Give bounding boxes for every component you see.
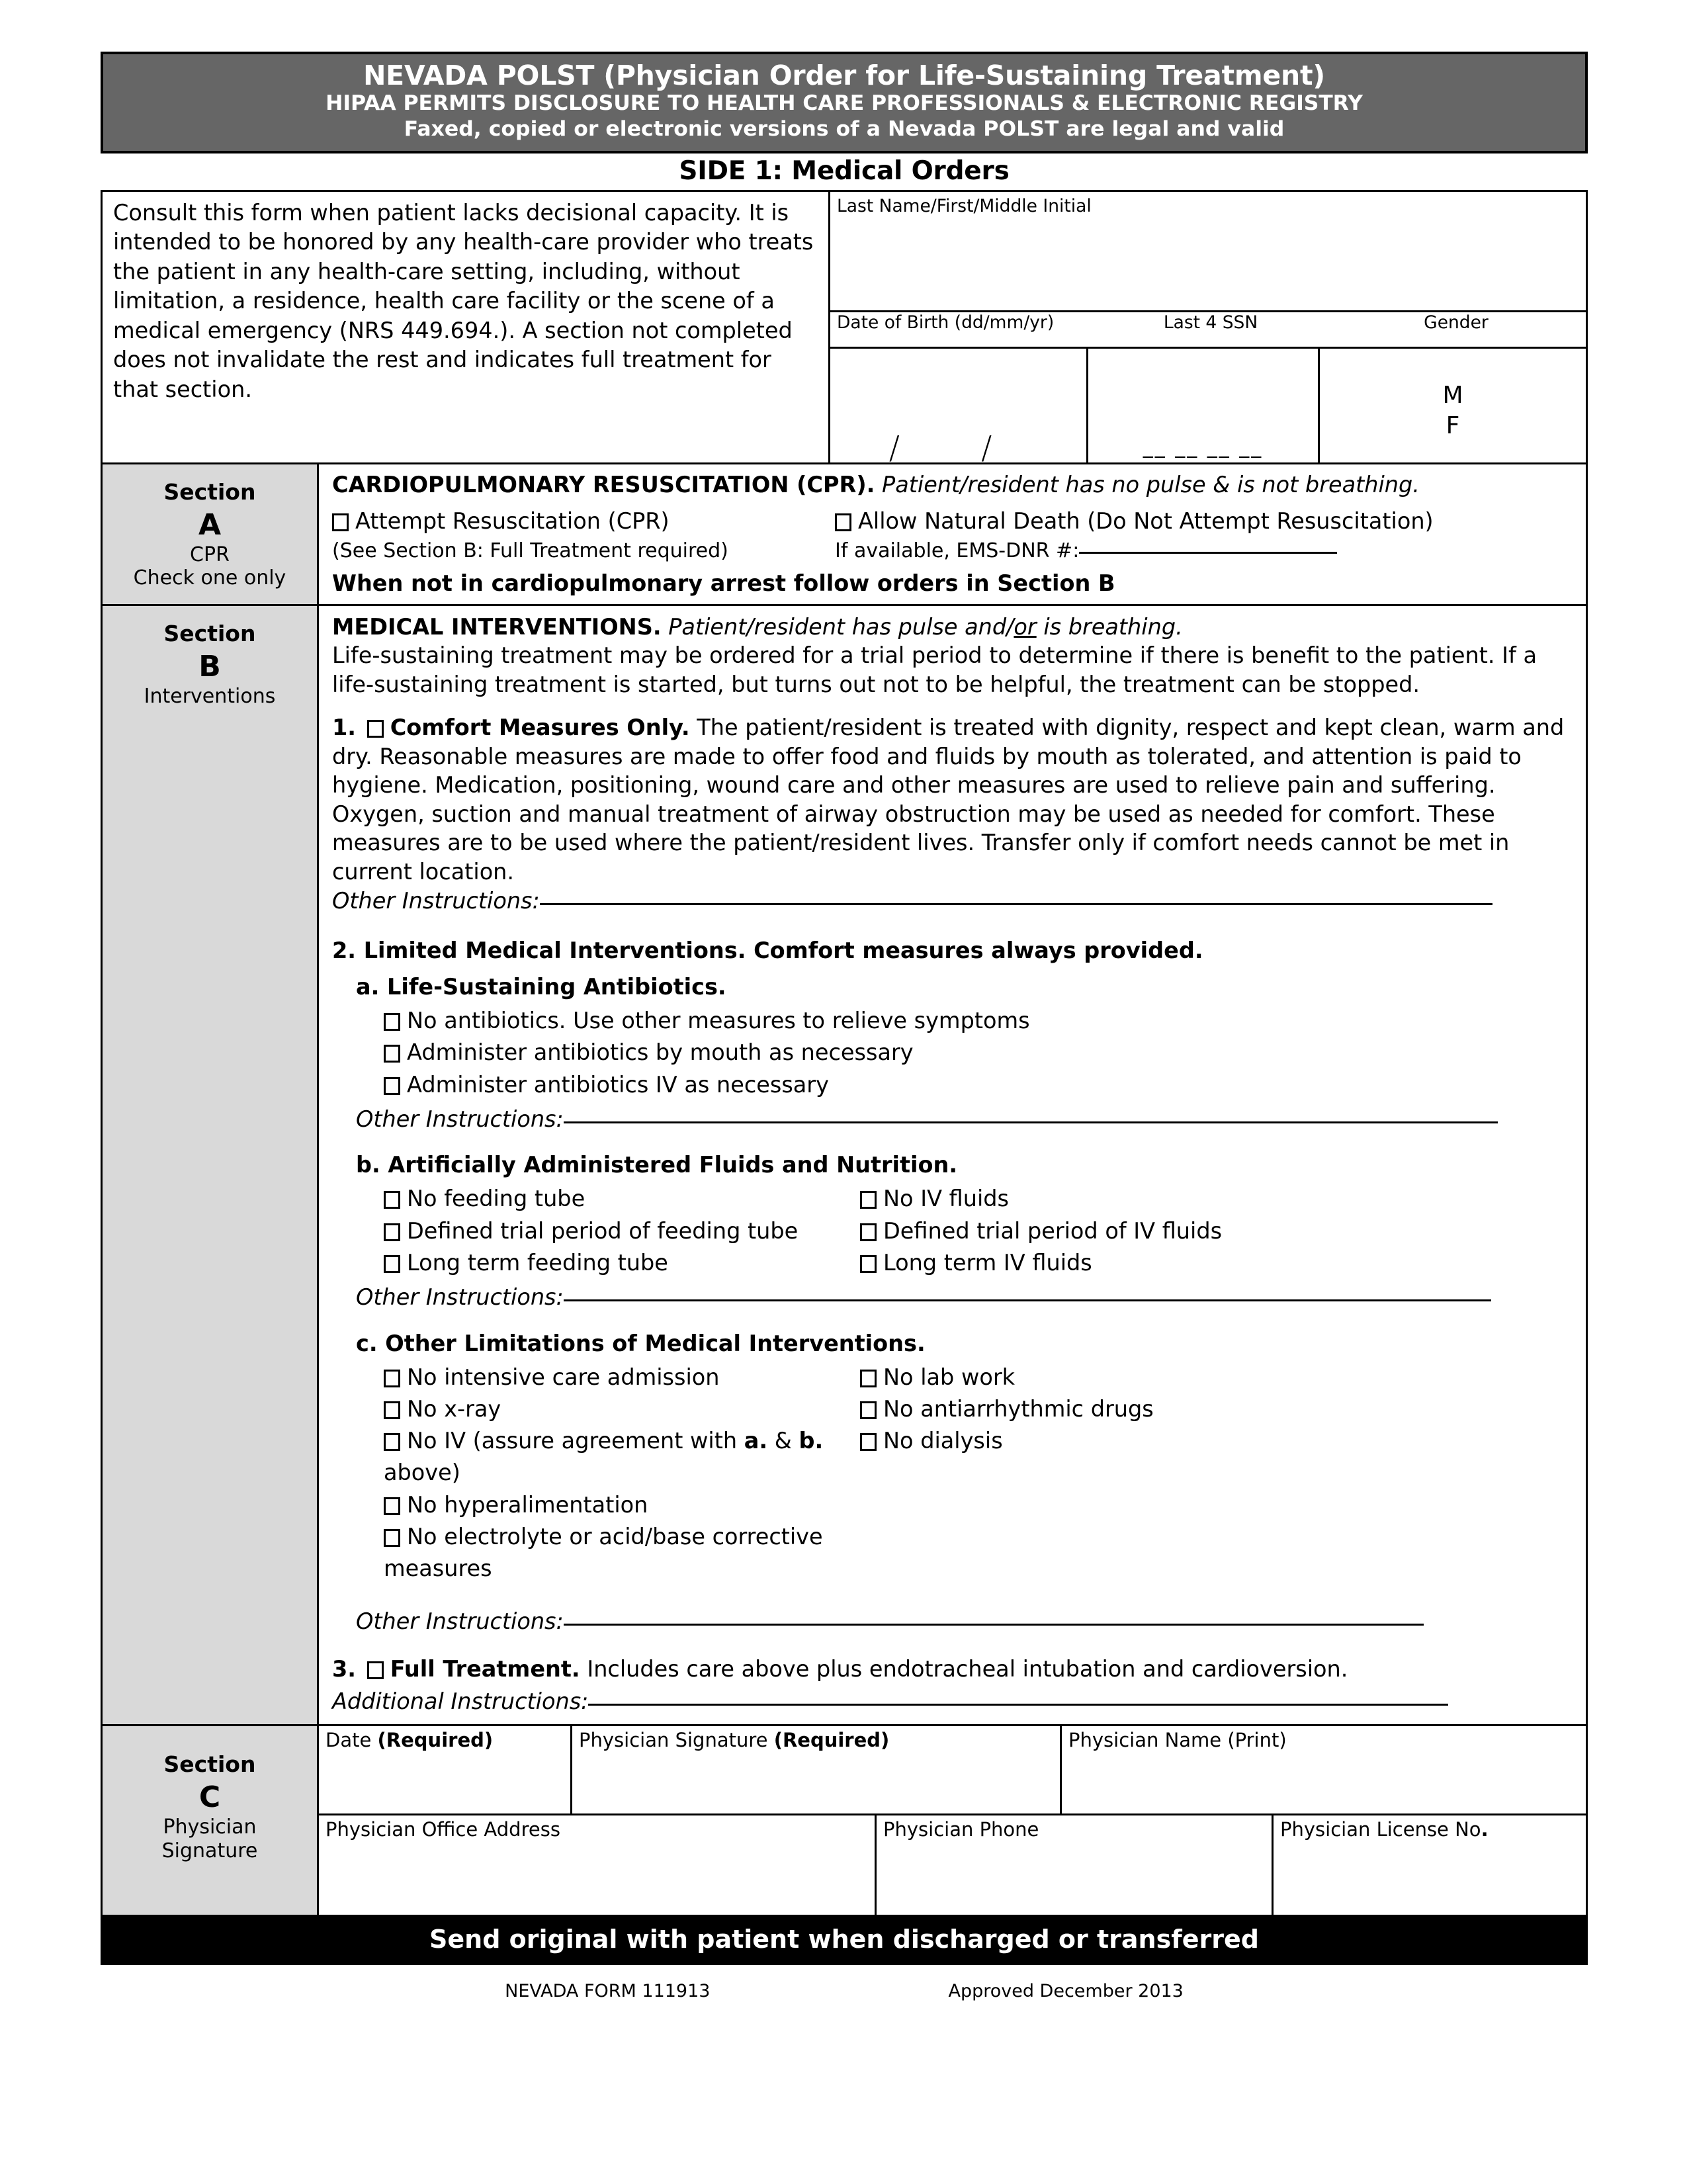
section-b-heading: MEDICAL INTERVENTIONS. (332, 613, 662, 640)
checkbox-icon[interactable] (384, 1529, 400, 1547)
checkbox-icon[interactable] (860, 1401, 877, 1419)
subsection-b-title: b. Artificially Administered Fluids and Nutrition. (356, 1152, 958, 1178)
limit-option-no-iv[interactable] (384, 1425, 860, 1489)
gender-label: Gender (1424, 312, 1489, 333)
checkbox-icon[interactable] (835, 513, 851, 531)
item2-title: 2. Limited Medical Interventions. Comfort measures always provided. (332, 938, 1203, 964)
item3-number: 3. (332, 1655, 357, 1682)
checkbox-icon[interactable] (332, 513, 349, 531)
cpr-attempt-label: Attempt Resuscitation (CPR) (355, 508, 670, 535)
checkbox-icon[interactable] (384, 1191, 400, 1209)
additional-instructions-input[interactable] (588, 1704, 1448, 1706)
item1-title: Comfort Measures Only. (390, 715, 690, 741)
limit-option-ref-b: b. (799, 1428, 824, 1454)
form-number: NEVADA FORM 111913 (505, 1980, 711, 2001)
section-b-heading-italic-b: is breathing. (1036, 613, 1183, 640)
form-footer (101, 1965, 1588, 2001)
limit-option-no-dialysis[interactable] (860, 1425, 1577, 1457)
subsection-c-other-instructions-input[interactable] (564, 1624, 1424, 1626)
feeding-option-none-label: No feeding tube (407, 1186, 585, 1212)
item1-body: The patient/resident is treated with dignity, respect and kept clean, warm and dry. Reasonable measures are made to offer food and fluids by mouth as tolerated, and attention is paid to hygiene. Medication, positioning, wound care and other measures are used to relieve pain and suffering. Oxygen, suction and manual treatment of airway obstruction may be used as needed for comfort. These measures are to be used where the patient/resident lives. Transfer only if comfort needs cannot be met in current location. (332, 715, 1565, 885)
form-sheet (101, 52, 1588, 2001)
physician-license-label: Physician License No (1280, 1817, 1481, 1841)
patient-name-label: Last Name/First/Middle Initial (837, 195, 1092, 216)
form-banner (101, 52, 1588, 153)
date-field[interactable] (319, 1726, 570, 1813)
date-required-flag: (Required) (377, 1728, 494, 1751)
physician-name-label: Physician Name (Print) (1068, 1728, 1287, 1751)
ssn-label: Last 4 SSN (1163, 312, 1258, 333)
section-a-heading-italic: Patient/resident has no pulse & is not breathing. (882, 471, 1420, 498)
antibiotics-option-oral[interactable] (384, 1037, 1577, 1069)
section-a-heading: CARDIOPULMONARY RESUSCITATION (CPR). (332, 471, 875, 498)
limit-option-no-hyperalimentation-label: No hyperalimentation (407, 1491, 648, 1518)
section-a-label (103, 464, 319, 604)
subsection-c-title: c. Other Limitations of Medical Interventions. (356, 1330, 926, 1356)
limit-option-no-dialysis-label: No dialysis (883, 1428, 1003, 1454)
subsection-a-title: a. Life-Sustaining Antibiotics. (356, 974, 726, 1000)
limit-option-no-electrolyte-label: No electrolyte or acid/base corrective measures (384, 1523, 823, 1582)
limit-option-ref-a: a. (744, 1428, 768, 1454)
limit-option-no-xray-label: No x-ray (407, 1395, 501, 1422)
subsection-c-other-instructions-row (332, 1607, 1577, 1636)
ivfluids-option-longterm-label: Long term IV fluids (883, 1249, 1092, 1276)
section-a-letter: A (198, 507, 222, 542)
limit-option-no-iv-mid: & (767, 1428, 799, 1454)
section-b-body (319, 606, 1586, 1724)
form-title: NEVADA POLST (Physician Order for Life-Sustaining Treatment) (363, 60, 1325, 91)
section-a (101, 464, 1588, 606)
section-a-footer-note: When not in cardiopulmonary arrest follow orders in Section B (332, 570, 1115, 596)
physician-signature-field[interactable] (570, 1726, 1060, 1813)
other-instructions-label: Other Instructions: (356, 1608, 564, 1635)
section-b (101, 606, 1588, 1726)
subsection-b-other-instructions-input[interactable] (564, 1299, 1491, 1301)
limit-option-no-iv-prefix: No IV (assure agreement with (407, 1428, 744, 1454)
ivfluids-option-none[interactable] (860, 1183, 1577, 1215)
antibiotics-option-oral-label: Administer antibiotics by mouth as necessary (407, 1039, 914, 1066)
full-treatment-item (332, 1655, 1577, 1684)
ivfluids-option-none-label: No IV fluids (883, 1186, 1010, 1212)
section-b-intro: Life-sustaining treatment may be ordered for a trial period to determine if there is benefit to the patient. If a life-sustaining treatment is started, but turns out not to be helpful, the treatment can be stopped. (332, 642, 1537, 697)
cpr-attempt-option[interactable] (332, 505, 835, 537)
gender-select[interactable] (1320, 349, 1586, 462)
section-b-heading-italic-a: Patient/resident has pulse and/ (668, 613, 1014, 640)
checkbox-icon[interactable] (384, 1223, 400, 1241)
section-b-word: Section (163, 620, 256, 646)
checkbox-icon[interactable] (367, 1661, 384, 1679)
consult-instructions: Consult this form when patient lacks decisional capacity. It is intended to be honored by any health-care provider who treats the patient in any health-care setting, including, without limitation, a residence, health care facility or the scene of a medical emergency (NRS 449.694.). A section not completed does not invalidate the rest and indicates full treatment for that section. (103, 192, 830, 462)
section-a-body (319, 464, 1586, 604)
physician-license-field[interactable] (1272, 1815, 1586, 1915)
additional-instructions-row (332, 1687, 1577, 1716)
patient-info-block (101, 190, 1588, 464)
limit-option-no-lab-label: No lab work (883, 1364, 1016, 1390)
checkbox-icon[interactable] (384, 1255, 400, 1273)
checkbox-icon[interactable] (384, 1013, 400, 1031)
feeding-option-trial-label: Defined trial period of feeding tube (407, 1217, 799, 1244)
checkbox-icon[interactable] (384, 1370, 400, 1387)
side-title: SIDE 1: Medical Orders (679, 155, 1010, 186)
section-a-sub1: CPR (190, 543, 230, 566)
ems-dnr-label: If available, EMS-DNR #: (835, 539, 1080, 562)
ivfluids-option-trial-label: Defined trial period of IV fluids (883, 1217, 1223, 1244)
section-a-sub2: Check one only (133, 566, 286, 590)
physician-phone-label: Physician Phone (883, 1817, 1039, 1841)
additional-instructions-label: Additional Instructions: (332, 1688, 589, 1715)
physician-address-field[interactable] (319, 1815, 875, 1915)
patient-detail-headers (830, 312, 1586, 349)
section-c-sub1: Physician (163, 1815, 257, 1839)
feeding-option-none[interactable] (384, 1183, 860, 1215)
ivfluids-option-trial[interactable] (860, 1215, 1577, 1247)
hipaa-notice: HIPAA PERMITS DISCLOSURE TO HEALTH CARE PROFESSIONALS & ELECTRONIC REGISTRY (325, 91, 1363, 116)
physician-license-period: . (1481, 1817, 1489, 1841)
checkbox-icon[interactable] (860, 1433, 877, 1451)
section-b-sub1: Interventions (144, 684, 276, 708)
limit-option-no-antiarrhythmic-label: No antiarrhythmic drugs (883, 1395, 1154, 1422)
checkbox-icon[interactable] (384, 1433, 400, 1451)
item1-other-instructions-input[interactable] (540, 903, 1492, 905)
comfort-measures-item (332, 713, 1577, 886)
physician-name-field[interactable] (1060, 1726, 1586, 1813)
signature-required-flag: (Required) (773, 1728, 890, 1751)
section-c-letter: C (198, 1780, 221, 1815)
limit-option-no-icu[interactable] (384, 1362, 860, 1393)
checkbox-icon[interactable] (860, 1370, 877, 1387)
section-c-label (103, 1726, 319, 1915)
antibiotics-option-none-label: No antibiotics. Use other measures to relieve symptoms (407, 1008, 1030, 1034)
checkbox-icon[interactable] (860, 1191, 877, 1209)
limit-option-no-lab[interactable] (860, 1362, 1577, 1393)
ssn-blank-marks: __ __ __ __ (1143, 435, 1264, 459)
checkbox-icon[interactable] (860, 1255, 877, 1273)
cpr-attempt-note: (See Section B: Full Treatment required) (332, 539, 728, 562)
patient-detail-values (830, 349, 1586, 466)
ems-dnr-input[interactable] (1079, 552, 1337, 554)
physician-phone-field[interactable] (875, 1815, 1272, 1915)
item3-title: Full Treatment. (390, 1655, 580, 1682)
antibiotics-option-iv[interactable] (384, 1069, 1577, 1101)
patient-name-field[interactable] (830, 192, 1586, 312)
gender-option-female[interactable]: F (1446, 412, 1460, 439)
antibiotics-option-iv-label: Administer antibiotics IV as necessary (407, 1071, 829, 1098)
checkbox-icon[interactable] (384, 1497, 400, 1515)
antibiotics-option-none[interactable] (384, 1005, 1577, 1037)
subsection-a-other-instructions-row (332, 1105, 1577, 1134)
ems-dnr-row (835, 539, 1577, 562)
ivfluids-option-longterm[interactable] (860, 1247, 1577, 1279)
limit-option-no-xray[interactable] (384, 1393, 860, 1425)
feeding-option-longterm[interactable] (384, 1247, 860, 1279)
item1-number: 1. (332, 715, 357, 741)
limit-option-no-electrolyte[interactable] (384, 1521, 860, 1585)
signature-label: Physician Signature (579, 1728, 768, 1751)
item1-other-instructions-row (332, 887, 1577, 916)
cpr-and-label: Allow Natural Death (Do Not Attempt Resuscitation) (858, 508, 1434, 535)
send-original-banner: Send original with patient when discharged or transferred (101, 1917, 1588, 1965)
other-instructions-label: Other Instructions: (356, 1284, 564, 1311)
date-label: Date (325, 1728, 372, 1751)
dob-slash-marks: / / (888, 429, 1028, 466)
physician-address-label: Physician Office Address (325, 1817, 560, 1841)
approval-date: Approved December 2013 (948, 1980, 1184, 2001)
section-b-heading-italic-or: or (1014, 613, 1037, 640)
checkbox-icon[interactable] (367, 720, 384, 738)
section-a-word: Section (163, 478, 256, 505)
subsection-a-other-instructions-input[interactable] (564, 1121, 1498, 1123)
ssn-input[interactable] (1088, 349, 1320, 462)
subsection-b-other-instructions-row (332, 1283, 1577, 1312)
section-c-word: Section (163, 1751, 256, 1777)
feeding-option-trial[interactable] (384, 1215, 860, 1247)
other-instructions-label: Other Instructions: (356, 1106, 564, 1132)
dob-label: Date of Birth (dd/mm/yr) (837, 312, 1055, 333)
checkbox-icon[interactable] (384, 1045, 400, 1063)
limit-option-no-antiarrhythmic[interactable] (860, 1393, 1577, 1425)
cpr-allow-natural-death-option[interactable] (835, 505, 1577, 537)
feeding-option-longterm-label: Long term feeding tube (407, 1249, 668, 1276)
other-instructions-label: Other Instructions: (332, 887, 540, 914)
section-b-letter: B (198, 649, 221, 683)
patient-fields (830, 192, 1586, 466)
section-c (101, 1726, 1588, 1917)
limit-option-no-iv-suffix: above) (384, 1460, 460, 1486)
item3-body: Includes care above plus endotracheal intubation and cardioversion. (587, 1655, 1348, 1682)
validity-notice: Faxed, copied or electronic versions of a Nevada POLST are legal and valid (404, 117, 1285, 142)
checkbox-icon[interactable] (384, 1401, 400, 1419)
checkbox-icon[interactable] (384, 1077, 400, 1095)
dob-input[interactable] (830, 349, 1088, 466)
section-b-label (103, 606, 319, 1724)
limit-option-no-icu-label: No intensive care admission (407, 1364, 720, 1390)
checkbox-icon[interactable] (860, 1223, 877, 1241)
limit-option-no-hyperalimentation[interactable] (384, 1489, 860, 1521)
section-c-grid (319, 1726, 1586, 1915)
section-c-sub2: Signature (161, 1839, 258, 1862)
gender-option-male[interactable]: M (1442, 381, 1463, 409)
